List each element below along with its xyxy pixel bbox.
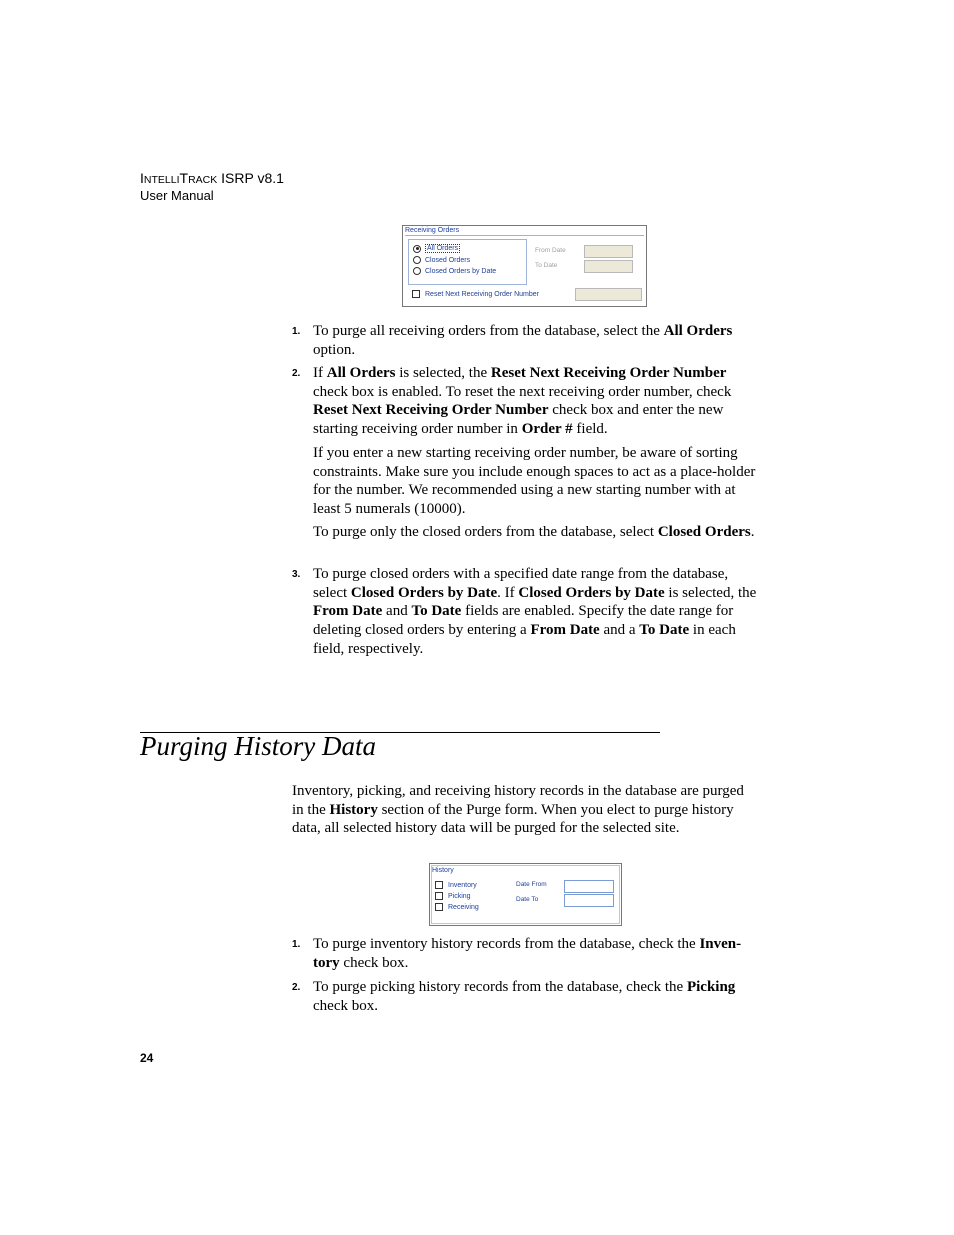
all-orders-radio[interactable] <box>413 244 460 253</box>
step-reset-order-number: If All Orders is selected, the Reset Next Receiving Order Number check box is enabled. To reset the next receiving order number, check Reset Next Receiving Order Number check box and enter the new starting receiving order number in Order # field. <box>313 365 732 438</box>
step-number: 3. <box>292 569 301 580</box>
order-number-field[interactable] <box>575 288 642 301</box>
closed-orders-by-date-label: Closed Orders by Date <box>425 267 497 275</box>
radio-icon <box>413 256 421 264</box>
receiving-checkbox[interactable] <box>435 903 479 911</box>
step-closed-orders-by-date: To purge closed orders with a specified date range from the database, select Closed Orders by Date. If Closed Orders by Date is selected, the From Date and To Date fields are enabled. Specify the date range for deleting closed orders by entering a From Date and a To Date in each field, respectively. <box>313 566 757 657</box>
step-number: 1. <box>292 939 301 950</box>
receiving-label: Receiving <box>448 903 479 911</box>
step-inventory-history: To purge inventory history records from the database, check the Inven-tory check box. <box>313 936 742 971</box>
closed-orders-by-date-radio[interactable] <box>413 267 496 275</box>
checkbox-icon <box>435 881 443 889</box>
inventory-checkbox[interactable] <box>435 881 477 889</box>
step-all-orders: To purge all receiving orders from the database, select the All Orders option. <box>313 323 733 358</box>
receiving-orders-title: Receiving Orders <box>405 227 460 234</box>
receiving-orders-screenshot <box>402 225 647 307</box>
inventory-label: Inventory <box>448 881 477 889</box>
step-number: 2. <box>292 982 301 993</box>
to-date-label: To Date <box>535 262 558 269</box>
date-to-label: Date To <box>516 896 539 903</box>
manual-subtitle: User Manual <box>140 188 214 203</box>
checkbox-icon <box>435 892 443 900</box>
title-divider <box>405 235 644 236</box>
step-number: 2. <box>292 368 301 379</box>
reset-order-number-label: Reset Next Receiving Order Number <box>425 290 539 298</box>
radio-selected-icon <box>413 245 421 253</box>
manual-product-title: INTELLITRACK ISRP v8.1 <box>140 170 284 186</box>
to-date-field[interactable] <box>584 260 633 273</box>
step-number: 1. <box>292 326 301 337</box>
section-intro: Inventory, picking, and receiving history records in the database are purged in the History section of the Purge form. When you elect to purge history data, all selected history data will be purged for the selected site. <box>292 783 744 837</box>
closed-orders-label: Closed Orders <box>425 256 471 264</box>
step-picking-history: To purge picking history records from the database, check the Picking check box. <box>313 979 736 1014</box>
from-date-field[interactable] <box>584 245 633 258</box>
picking-label: Picking <box>448 892 471 900</box>
checkbox-icon <box>412 290 420 298</box>
section-title: Purging History Data <box>140 731 376 761</box>
order-options-group <box>408 239 527 285</box>
from-date-label: From Date <box>535 247 566 254</box>
date-from-label: Date From <box>516 881 547 888</box>
sorting-note: If you enter a new starting receiving order number, be aware of sorting constraints. Make sure you include enough spaces to act as a place-holder for the number. We recommended using a new starting number with at least 5 numerals (10000). <box>313 445 756 518</box>
history-title: History <box>432 867 454 874</box>
picking-checkbox[interactable] <box>435 892 471 900</box>
history-screenshot <box>429 863 622 926</box>
reset-order-number-checkbox[interactable] <box>412 290 539 298</box>
page-number: 24 <box>140 1051 154 1065</box>
closed-orders-note: To purge only the closed orders from the database, select Closed Orders. <box>313 524 755 540</box>
date-from-field[interactable] <box>564 880 614 893</box>
checkbox-icon <box>435 903 443 911</box>
all-orders-label: All Orders <box>427 245 459 252</box>
radio-icon <box>413 267 421 275</box>
date-to-field[interactable] <box>564 894 614 907</box>
closed-orders-radio[interactable] <box>413 256 470 264</box>
